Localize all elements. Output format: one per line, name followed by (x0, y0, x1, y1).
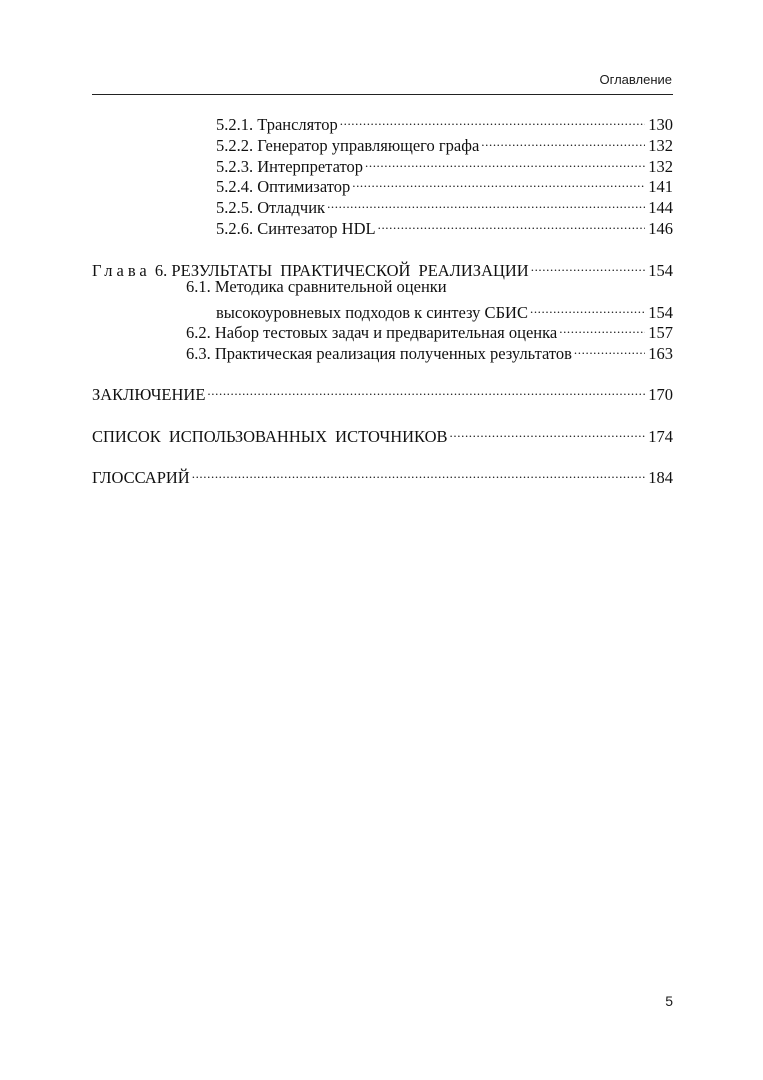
toc-entry-title: Набор тестовых задач и предварительная оценка (214, 323, 558, 342)
toc-entry-title: Практическая реализация полученных результатов (214, 344, 572, 363)
chapter-title: РЕЗУЛЬТАТЫ ПРАКТИЧЕСКОЙ РЕАЛИЗАЦИИ (171, 261, 529, 280)
toc-entry-number: 5.2.3. (216, 157, 254, 176)
toc-entry-number: 5.2.4. (216, 177, 254, 196)
toc-entry-page: 154 (648, 303, 673, 322)
toc-entry-title: ГЛОССАРИЙ (92, 468, 190, 487)
dot-leader (450, 422, 646, 442)
dot-leader (365, 152, 645, 172)
toc-entry-title: ЗАКЛЮЧЕНИЕ (92, 385, 206, 404)
toc-entry-number: 6.1. (186, 277, 211, 296)
dot-leader (530, 298, 645, 318)
chapter-number: 6. (154, 261, 168, 280)
toc-entry-references[interactable] (92, 422, 673, 447)
toc-entry-number: 5.2.2. (216, 136, 254, 155)
toc-entry-page: 146 (648, 219, 673, 238)
dot-leader (481, 131, 645, 151)
toc-entry-number: 5.2.6. (216, 219, 254, 238)
dot-leader (340, 110, 646, 130)
toc-entry-title: Методика сравнительной оценки (214, 277, 447, 296)
toc-entry-conclusion[interactable] (92, 380, 673, 405)
running-head: Оглавление (599, 72, 672, 87)
toc-entry-title: Синтезатор HDL (257, 219, 376, 238)
dot-leader (378, 214, 646, 234)
toc-entry-title: СПИСОК ИСПОЛЬЗОВАННЫХ ИСТОЧНИКОВ (92, 427, 448, 446)
toc-entry-page: 132 (648, 157, 673, 176)
toc-entry-title: Отладчик (257, 198, 326, 217)
dot-leader (192, 463, 646, 483)
toc-entry-page: 141 (648, 177, 673, 196)
toc-entry-page: 132 (648, 136, 673, 155)
dot-leader (559, 318, 645, 338)
toc-entry-page: 154 (648, 261, 673, 280)
chapter-label: Глава (92, 261, 151, 280)
toc-entry-page: 174 (648, 427, 673, 446)
toc-entry-title: Транслятор (257, 115, 338, 134)
dot-leader (207, 380, 645, 400)
toc-entry-number: 5.2.5. (216, 198, 254, 217)
dot-leader (327, 193, 645, 213)
toc-entry-number: 6.2. (186, 323, 211, 342)
toc-entry-page: 170 (648, 385, 673, 404)
toc-entry-number: 6.3. (186, 344, 211, 363)
toc-entry-page: 184 (648, 468, 673, 487)
toc-entry-page: 130 (648, 115, 673, 134)
toc-entry-title: высокоуровневых подходов к синтезу СБИС (216, 303, 528, 322)
dot-leader (352, 172, 645, 192)
toc-entry-page: 144 (648, 198, 673, 217)
toc-entry-6-3[interactable] (186, 339, 673, 364)
toc-entry-title: Оптимизатор (257, 177, 351, 196)
dot-leader (574, 339, 645, 359)
toc-entry-5-2-6[interactable] (216, 214, 673, 239)
toc-entry-title: Интерпретатор (257, 157, 363, 176)
toc-entry-6-1-first-line[interactable] (186, 277, 447, 297)
toc-entry-glossary[interactable] (92, 463, 673, 488)
toc-entry-number: 5.2.1. (216, 115, 254, 134)
dot-leader (531, 256, 646, 276)
toc-entry-title: Генератор управляющего графа (257, 136, 480, 155)
page-number: 5 (665, 993, 673, 1009)
toc-entry-page: 163 (648, 344, 673, 363)
toc-entry-page: 157 (648, 323, 673, 342)
